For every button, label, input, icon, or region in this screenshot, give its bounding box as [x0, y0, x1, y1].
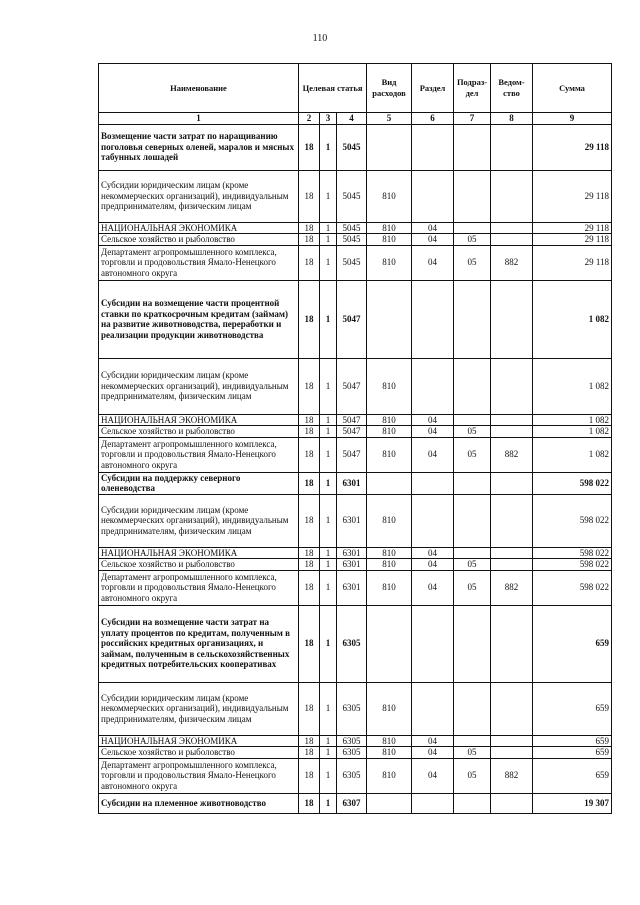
cell-target-subprogram: 1 — [320, 494, 337, 547]
cell-target-code: 5045 — [337, 245, 367, 280]
cell-section: 04 — [412, 758, 454, 793]
cell-target-subprogram: 1 — [320, 747, 337, 759]
cell-target-program: 18 — [299, 494, 320, 547]
cell-target-code: 6301 — [337, 472, 367, 494]
cell-sum: 1 082 — [533, 437, 612, 472]
table-body — [99, 124, 612, 813]
cell-subsection: 05 — [454, 245, 491, 280]
cell-target-program: 18 — [299, 170, 320, 222]
cell-target-subprogram: 1 — [320, 735, 337, 747]
cell-sum: 598 022 — [533, 472, 612, 494]
cell-section — [412, 170, 454, 222]
cell-target-program: 18 — [299, 682, 320, 735]
cell-department — [491, 426, 533, 438]
column-number: 6 — [412, 113, 454, 125]
cell-target-program: 18 — [299, 358, 320, 414]
cell-target-code: 6301 — [337, 547, 367, 559]
cell-target-program: 18 — [299, 472, 320, 494]
cell-target-program: 18 — [299, 735, 320, 747]
cell-name: Департамент агропромышленного комплекса, торговли и продовольствия Ямало-Ненецкого автономного округа — [99, 758, 299, 793]
cell-target-code: 6301 — [337, 570, 367, 605]
cell-expense-type: 810 — [367, 559, 412, 571]
cell-target-subprogram: 1 — [320, 547, 337, 559]
cell-section — [412, 682, 454, 735]
table-row — [99, 358, 612, 414]
cell-department — [491, 472, 533, 494]
cell-target-program: 18 — [299, 547, 320, 559]
cell-subsection: 05 — [454, 747, 491, 759]
cell-department — [491, 559, 533, 571]
table-row — [99, 414, 612, 426]
cell-target-subprogram: 1 — [320, 280, 337, 358]
cell-sum: 29 118 — [533, 222, 612, 234]
cell-sum: 598 022 — [533, 547, 612, 559]
cell-section — [412, 472, 454, 494]
table-row — [99, 747, 612, 759]
cell-department — [491, 547, 533, 559]
cell-section: 04 — [412, 437, 454, 472]
cell-subsection — [454, 472, 491, 494]
cell-expense-type — [367, 124, 412, 170]
cell-department — [491, 747, 533, 759]
cell-target-subprogram: 1 — [320, 758, 337, 793]
cell-name: Субсидии на поддержку северного оленеводства — [99, 472, 299, 494]
cell-target-subprogram: 1 — [320, 682, 337, 735]
cell-subsection — [454, 793, 491, 813]
cell-name: Субсидии на возмещение части затрат на уплату процентов по кредитам, полученным в российских кредитных организациях, и займам, полученным в сельскохозяйственных кредитных потребительских кооперативах — [99, 605, 299, 682]
table-row — [99, 547, 612, 559]
table-row — [99, 437, 612, 472]
cell-department — [491, 793, 533, 813]
cell-department — [491, 124, 533, 170]
cell-name: Субсидии юридическим лицам (кроме некоммерческих организаций), индивидуальным предпринимателям, физическим лицам — [99, 358, 299, 414]
cell-target-program: 18 — [299, 222, 320, 234]
cell-subsection — [454, 124, 491, 170]
column-number: 2 — [299, 113, 320, 125]
cell-department — [491, 222, 533, 234]
cell-subsection — [454, 358, 491, 414]
cell-subsection — [454, 605, 491, 682]
cell-department — [491, 682, 533, 735]
cell-target-subprogram: 1 — [320, 245, 337, 280]
page-number: 110 — [312, 33, 328, 44]
cell-department: 882 — [491, 245, 533, 280]
cell-name: Субсидии юридическим лицам (кроме некоммерческих организаций), индивидуальным предпринимателям, физическим лицам — [99, 494, 299, 547]
cell-expense-type: 810 — [367, 170, 412, 222]
cell-section: 04 — [412, 222, 454, 234]
header-sum: Сумма — [533, 64, 612, 113]
cell-target-subprogram: 1 — [320, 124, 337, 170]
cell-department — [491, 234, 533, 246]
cell-expense-type: 810 — [367, 245, 412, 280]
cell-name: Возмещение части затрат по наращиванию поголовья северных оленей, маралов и мясных табунных лошадей — [99, 124, 299, 170]
cell-target-subprogram: 1 — [320, 170, 337, 222]
cell-target-program: 18 — [299, 559, 320, 571]
table-row — [99, 472, 612, 494]
cell-sum: 29 118 — [533, 124, 612, 170]
cell-name: Сельское хозяйство и рыболовство — [99, 234, 299, 246]
cell-target-program: 18 — [299, 605, 320, 682]
cell-section — [412, 280, 454, 358]
cell-target-subprogram: 1 — [320, 559, 337, 571]
cell-target-program: 18 — [299, 124, 320, 170]
cell-target-subprogram: 1 — [320, 234, 337, 246]
cell-name: Субсидии юридическим лицам (кроме некоммерческих организаций), индивидуальным предпринимателям, физическим лицам — [99, 682, 299, 735]
table-row — [99, 682, 612, 735]
cell-target-code: 5045 — [337, 234, 367, 246]
cell-section: 04 — [412, 245, 454, 280]
column-number: 1 — [99, 113, 299, 125]
cell-name: НАЦИОНАЛЬНАЯ ЭКОНОМИКА — [99, 547, 299, 559]
table-row — [99, 245, 612, 280]
cell-subsection: 05 — [454, 570, 491, 605]
cell-target-subprogram: 1 — [320, 793, 337, 813]
cell-target-subprogram: 1 — [320, 605, 337, 682]
cell-target-code: 5045 — [337, 222, 367, 234]
cell-target-code: 5047 — [337, 414, 367, 426]
cell-subsection — [454, 547, 491, 559]
cell-sum: 659 — [533, 605, 612, 682]
cell-expense-type: 810 — [367, 547, 412, 559]
table-row — [99, 758, 612, 793]
cell-department: 882 — [491, 758, 533, 793]
cell-target-code: 6305 — [337, 747, 367, 759]
cell-name: Сельское хозяйство и рыболовство — [99, 426, 299, 438]
cell-section: 04 — [412, 414, 454, 426]
header-expense-type: Вид расходов — [367, 64, 412, 113]
cell-sum: 29 118 — [533, 234, 612, 246]
cell-department — [491, 358, 533, 414]
cell-target-program: 18 — [299, 747, 320, 759]
cell-subsection — [454, 414, 491, 426]
table-row — [99, 570, 612, 605]
cell-department — [491, 735, 533, 747]
cell-target-code: 5045 — [337, 170, 367, 222]
column-number: 3 — [320, 113, 337, 125]
cell-department — [491, 494, 533, 547]
cell-name: Департамент агропромышленного комплекса, торговли и продовольствия Ямало-Ненецкого автономного округа — [99, 570, 299, 605]
cell-target-program: 18 — [299, 437, 320, 472]
cell-sum: 29 118 — [533, 170, 612, 222]
cell-sum: 659 — [533, 758, 612, 793]
table-row — [99, 494, 612, 547]
cell-name: Сельское хозяйство и рыболовство — [99, 559, 299, 571]
cell-target-program: 18 — [299, 280, 320, 358]
cell-target-program: 18 — [299, 758, 320, 793]
cell-target-subprogram: 1 — [320, 570, 337, 605]
table-row — [99, 280, 612, 358]
cell-target-code: 5047 — [337, 358, 367, 414]
cell-subsection — [454, 222, 491, 234]
cell-sum: 659 — [533, 735, 612, 747]
cell-name: Сельское хозяйство и рыболовство — [99, 747, 299, 759]
cell-target-code: 5045 — [337, 124, 367, 170]
cell-subsection: 05 — [454, 234, 491, 246]
cell-sum: 29 118 — [533, 245, 612, 280]
cell-expense-type: 810 — [367, 570, 412, 605]
header-target: Целевая статья — [299, 64, 367, 113]
cell-section: 04 — [412, 559, 454, 571]
cell-sum: 1 082 — [533, 426, 612, 438]
cell-name: НАЦИОНАЛЬНАЯ ЭКОНОМИКА — [99, 414, 299, 426]
cell-expense-type: 810 — [367, 437, 412, 472]
cell-target-subprogram: 1 — [320, 426, 337, 438]
cell-section: 04 — [412, 234, 454, 246]
cell-section: 04 — [412, 570, 454, 605]
cell-department — [491, 605, 533, 682]
header-name: Наименование — [99, 64, 299, 113]
cell-target-program: 18 — [299, 414, 320, 426]
cell-target-code: 6305 — [337, 758, 367, 793]
cell-section — [412, 793, 454, 813]
cell-expense-type: 810 — [367, 735, 412, 747]
cell-expense-type: 810 — [367, 758, 412, 793]
cell-subsection: 05 — [454, 758, 491, 793]
budget-table — [98, 63, 612, 814]
cell-expense-type: 810 — [367, 426, 412, 438]
cell-department — [491, 414, 533, 426]
cell-target-code: 5047 — [337, 426, 367, 438]
cell-expense-type: 810 — [367, 747, 412, 759]
table-row — [99, 605, 612, 682]
cell-section — [412, 605, 454, 682]
cell-department: 882 — [491, 570, 533, 605]
cell-subsection — [454, 494, 491, 547]
cell-section: 04 — [412, 735, 454, 747]
header-section: Раздел — [412, 64, 454, 113]
cell-expense-type: 810 — [367, 494, 412, 547]
cell-section: 04 — [412, 747, 454, 759]
column-number: 4 — [337, 113, 367, 125]
cell-target-code: 5047 — [337, 280, 367, 358]
table-row — [99, 170, 612, 222]
column-number: 5 — [367, 113, 412, 125]
header-department: Ведом- ство — [491, 64, 533, 113]
cell-expense-type: 810 — [367, 682, 412, 735]
cell-target-program: 18 — [299, 793, 320, 813]
cell-sum: 598 022 — [533, 494, 612, 547]
cell-target-code: 6307 — [337, 793, 367, 813]
cell-subsection — [454, 682, 491, 735]
cell-expense-type: 810 — [367, 414, 412, 426]
cell-section — [412, 358, 454, 414]
table-row — [99, 559, 612, 571]
cell-target-subprogram: 1 — [320, 472, 337, 494]
cell-name: Департамент агропромышленного комплекса, торговли и продовольствия Ямало-Ненецкого автономного округа — [99, 245, 299, 280]
cell-name: Департамент агропромышленного комплекса, торговли и продовольствия Ямало-Ненецкого автономного округа — [99, 437, 299, 472]
cell-subsection — [454, 735, 491, 747]
cell-expense-type: 810 — [367, 358, 412, 414]
cell-target-code: 6305 — [337, 605, 367, 682]
column-number: 7 — [454, 113, 491, 125]
cell-section — [412, 494, 454, 547]
cell-subsection — [454, 280, 491, 358]
cell-target-code: 5047 — [337, 437, 367, 472]
cell-target-code: 6305 — [337, 735, 367, 747]
cell-name: НАЦИОНАЛЬНАЯ ЭКОНОМИКА — [99, 222, 299, 234]
cell-sum: 1 082 — [533, 358, 612, 414]
cell-target-program: 18 — [299, 234, 320, 246]
table-row — [99, 124, 612, 170]
cell-sum: 659 — [533, 747, 612, 759]
cell-department — [491, 280, 533, 358]
cell-sum: 598 022 — [533, 570, 612, 605]
cell-target-subprogram: 1 — [320, 222, 337, 234]
cell-subsection: 05 — [454, 559, 491, 571]
header-subsection: Подраз- дел — [454, 64, 491, 113]
cell-name: Субсидии на возмещение части процентной ставки по краткосрочным кредитам (займам) на развитие животноводства, переработки и реализации продукции животноводства — [99, 280, 299, 358]
cell-department: 882 — [491, 437, 533, 472]
column-number-row — [99, 113, 612, 125]
cell-target-subprogram: 1 — [320, 414, 337, 426]
cell-subsection — [454, 170, 491, 222]
cell-section: 04 — [412, 547, 454, 559]
cell-sum: 1 082 — [533, 414, 612, 426]
cell-subsection: 05 — [454, 437, 491, 472]
cell-target-subprogram: 1 — [320, 437, 337, 472]
cell-subsection: 05 — [454, 426, 491, 438]
table-header — [99, 64, 612, 125]
cell-department — [491, 170, 533, 222]
cell-section — [412, 124, 454, 170]
table-row — [99, 426, 612, 438]
cell-target-code: 6305 — [337, 682, 367, 735]
cell-sum: 19 307 — [533, 793, 612, 813]
cell-expense-type — [367, 472, 412, 494]
cell-expense-type — [367, 280, 412, 358]
cell-sum: 659 — [533, 682, 612, 735]
cell-target-program: 18 — [299, 426, 320, 438]
column-number: 8 — [491, 113, 533, 125]
table-row — [99, 735, 612, 747]
table-row — [99, 222, 612, 234]
table-row — [99, 234, 612, 246]
cell-name: НАЦИОНАЛЬНАЯ ЭКОНОМИКА — [99, 735, 299, 747]
cell-name: Субсидии на племенное животноводство — [99, 793, 299, 813]
cell-sum: 1 082 — [533, 280, 612, 358]
cell-name: Субсидии юридическим лицам (кроме некоммерческих организаций), индивидуальным предпринимателям, физическим лицам — [99, 170, 299, 222]
cell-sum: 598 022 — [533, 559, 612, 571]
cell-target-code: 6301 — [337, 494, 367, 547]
cell-target-subprogram: 1 — [320, 358, 337, 414]
column-number: 9 — [533, 113, 612, 125]
cell-expense-type: 810 — [367, 222, 412, 234]
cell-section: 04 — [412, 426, 454, 438]
table-row — [99, 793, 612, 813]
cell-expense-type — [367, 605, 412, 682]
cell-target-program: 18 — [299, 245, 320, 280]
cell-expense-type — [367, 793, 412, 813]
cell-target-program: 18 — [299, 570, 320, 605]
cell-expense-type: 810 — [367, 234, 412, 246]
cell-target-code: 6301 — [337, 559, 367, 571]
